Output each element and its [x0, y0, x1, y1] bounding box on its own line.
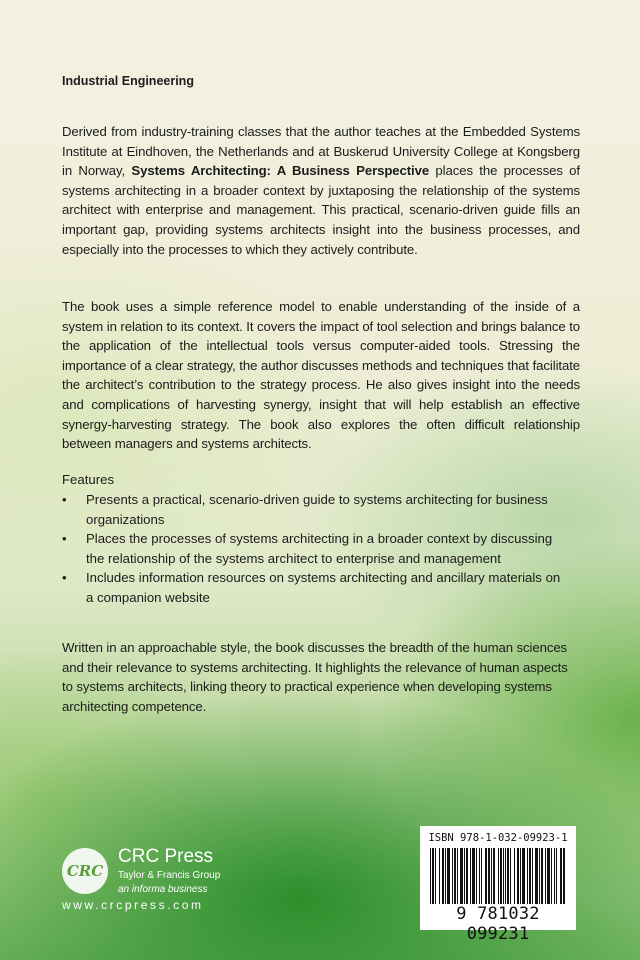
feature-text: Presents a practical, scenario-driven guide to systems architecting for business organizations — [86, 492, 548, 527]
feature-text: Places the processes of systems architecting in a broader context by discussing the relationship of the systems architect to enterprise and management — [86, 531, 553, 566]
feature-item — [62, 568, 562, 607]
bullet-icon: • — [62, 531, 67, 547]
barcode-icon — [428, 848, 568, 904]
subject-category: Industrial Engineering — [62, 74, 194, 88]
feature-text: Includes information resources on systems architecting and ancillary materials on a companion website — [86, 570, 561, 605]
description-paragraph-4: Written in an approachable style, the book discusses the breadth of the human sciences and their relevance to systems architecting. It highlights the relevance of human aspects to systems architects, linking theory to practical experience when developing systems architecting competence. — [62, 640, 568, 714]
description-paragraph-2: The book uses a simple reference model to enable understanding of the inside of a system in relation to its context. It covers the impact of tool selection and brings balance to the application of the intellectual tools versus computer-aided tools. Stressing the importance of a clear strategy, the author discusses methods and techniques that facilitate the architect’s contribution to the strategy process. He also gives insight into the needs and complications of harvesting synergy, insight that will help establish an effective synergy-harvesting strategy. The book also explores the often difficult relationship between managers and systems architects. — [62, 299, 580, 452]
publisher-name: CRC Press — [118, 846, 214, 867]
publisher-parent: an informa business — [118, 884, 208, 895]
features-list — [62, 490, 562, 608]
publisher-website: www.crcpress.com — [62, 898, 204, 912]
isbn-label: ISBN 978-1-032-09923-1 — [428, 832, 568, 844]
bullet-icon: • — [62, 570, 67, 586]
description-paragraph-1 — [62, 122, 580, 259]
description-p1-rest: places the processes of systems architecting in a broader context by juxtaposing the relationship of the systems architect with enterprise and management. This practical, scenario-driven guide fills an important gap, providing systems architects insight into the business processes, and especially into the processes to which they actively contribute. — [62, 163, 580, 257]
features-heading: Features — [62, 472, 115, 487]
feature-item — [62, 490, 562, 529]
barcode-number: 9 781032 099231 — [456, 904, 540, 944]
description-p1-intro: Derived from industry-training classes that the author teaches at the Embedded Systems Institute at Eindhoven, the Netherlands and at Buskerud University College at Kongsberg in Norway, — [62, 124, 580, 179]
feature-item — [62, 529, 562, 568]
barcode-box — [420, 826, 576, 944]
book-title: Systems Architecting: A Business Perspective — [131, 163, 430, 179]
bullet-icon: • — [62, 492, 67, 507]
publisher-group: Taylor & Francis Group — [118, 870, 221, 881]
crc-logo-icon: CRC — [62, 848, 108, 894]
